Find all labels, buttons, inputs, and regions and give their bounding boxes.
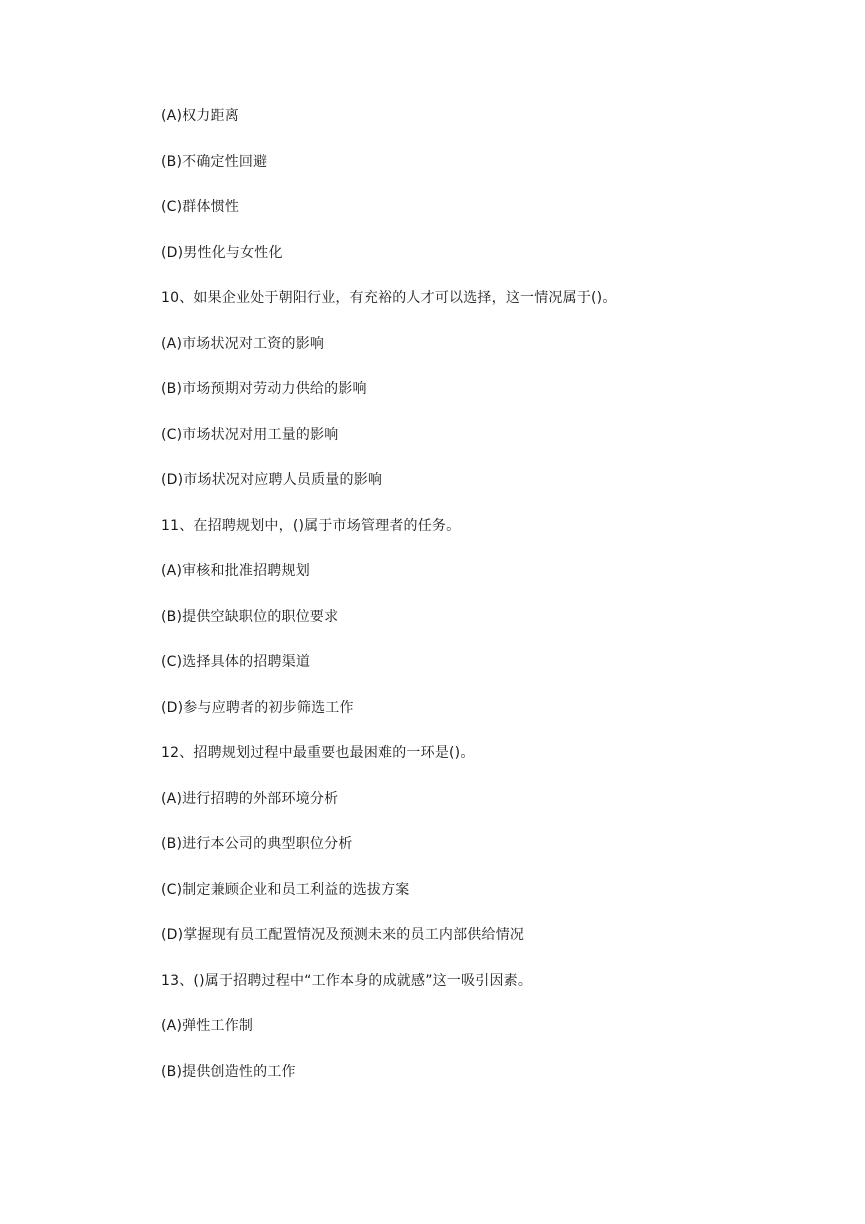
option-10d: (D)市场状况对应聘人员质量的影响 (161, 472, 383, 488)
question-11: 11、在招聘规划中，()属于市场管理者的任务。 (161, 517, 461, 534)
option-10b: (B)市场预期对劳动力供给的影响 (161, 381, 367, 397)
option-13b: (B)提供创造性的工作 (161, 1063, 296, 1080)
option-12c: (C)制定兼顾企业和员工利益的选拔方案 (161, 881, 410, 898)
option-9b: (B)不确定性回避 (161, 153, 268, 170)
question-12: 12、招聘规划过程中最重要也最困难的一环是()。 (161, 745, 475, 761)
option-9c: (C)群体惯性 (161, 199, 240, 215)
option-11c: (C)选择具体的招聘渠道 (161, 654, 311, 670)
question-13: 13、()属于招聘过程中“工作本身的成就感”这一吸引因素。 (161, 972, 533, 989)
option-11b: (B)提供空缺职位的职位要求 (161, 608, 339, 625)
option-11a: (A)审核和批准招聘规划 (161, 563, 310, 579)
option-12d: (D)掌握现有员工配置情况及预测未来的员工内部供给情况 (161, 927, 525, 943)
option-9a: (A)权力距离 (161, 108, 239, 124)
option-12a: (A)进行招聘的外部环境分析 (161, 790, 339, 807)
option-12b: (B)进行本公司的典型职位分析 (161, 836, 353, 852)
option-10c: (C)市场状况对用工量的影响 (161, 426, 339, 443)
question-list (161, 104, 821, 1105)
option-10a: (A)市场状况对工资的影响 (161, 335, 325, 352)
option-9d: (D)男性化与女性化 (161, 244, 283, 261)
option-11d: (D)参与应聘者的初步筛选工作 (161, 699, 354, 716)
question-10: 10、如果企业处于朝阳行业，有充裕的人才可以选择，这一情况属于()。 (161, 290, 617, 306)
option-13a: (A)弹性工作制 (161, 1018, 254, 1034)
